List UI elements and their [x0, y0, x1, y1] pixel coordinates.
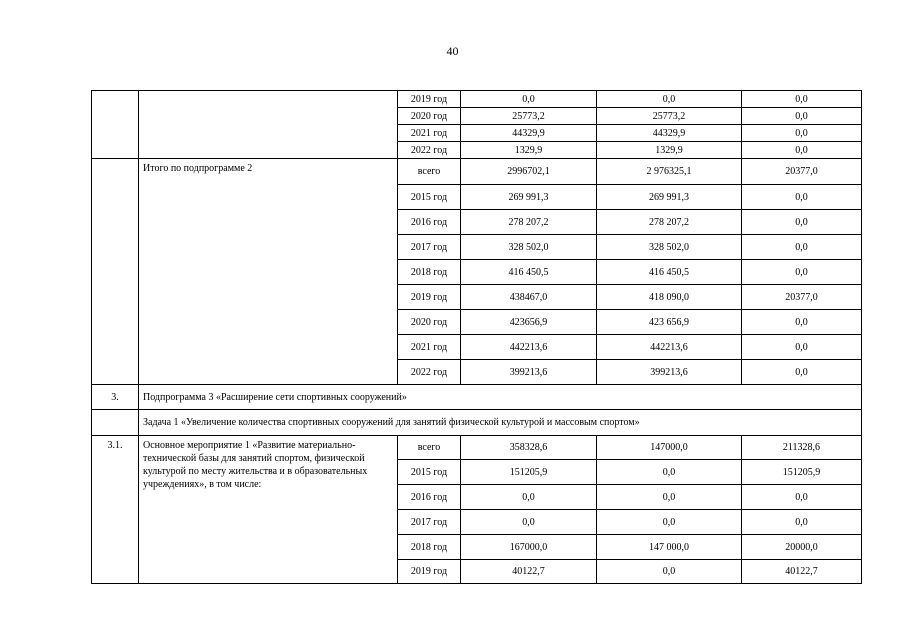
period-cell: всего — [398, 159, 461, 185]
value-total-cell: 25773,2 — [461, 108, 597, 125]
period-cell: 2019 год — [398, 560, 461, 584]
value-source1-cell: 442213,6 — [597, 335, 742, 360]
value-source1-cell: 0,0 — [597, 485, 742, 510]
value-source2-cell: 0,0 — [742, 485, 862, 510]
row-number-cell — [92, 159, 139, 385]
value-source1-cell: 25773,2 — [597, 108, 742, 125]
value-source2-cell: 0,0 — [742, 310, 862, 335]
value-total-cell: 399213,6 — [461, 360, 597, 385]
value-source2-cell: 0,0 — [742, 510, 862, 535]
table-row — [92, 385, 862, 410]
value-source2-cell: 0,0 — [742, 360, 862, 385]
value-total-cell: 438467,0 — [461, 285, 597, 310]
value-total-cell: 151205,9 — [461, 460, 597, 485]
value-source2-cell: 0,0 — [742, 235, 862, 260]
value-source1-cell: 147 000,0 — [597, 535, 742, 560]
period-cell: 2017 год — [398, 235, 461, 260]
period-cell: 2017 год — [398, 510, 461, 535]
table-row — [92, 159, 862, 185]
table-row — [92, 410, 862, 436]
period-cell: 2019 год — [398, 285, 461, 310]
value-total-cell: 416 450,5 — [461, 260, 597, 285]
budget-table — [91, 90, 862, 584]
subprogram-title-cell: Подпрограмма 3 «Расширение сети спортивных сооружений» — [139, 385, 862, 410]
value-total-cell: 0,0 — [461, 91, 597, 108]
subtotal-name-cell: Итого по подпрограмме 2 — [139, 159, 398, 385]
value-source2-cell: 20377,0 — [742, 285, 862, 310]
measure-name-cell: Основное мероприятие 1 «Развитие материально-технической базы для занятий спортом, физической культурой по месту жительства и в образовательных учреждениях», в том числе: — [139, 436, 398, 584]
value-total-cell: 442213,6 — [461, 335, 597, 360]
value-total-cell: 40122,7 — [461, 560, 597, 584]
period-cell: 2015 год — [398, 460, 461, 485]
value-total-cell: 1329,9 — [461, 142, 597, 159]
value-total-cell: 358328,6 — [461, 436, 597, 460]
value-source1-cell: 418 090,0 — [597, 285, 742, 310]
table-row — [92, 436, 862, 460]
value-total-cell: 44329,9 — [461, 125, 597, 142]
period-cell: 2018 год — [398, 260, 461, 285]
value-source2-cell: 40122,7 — [742, 560, 862, 584]
subprogram-number-cell: 3. — [92, 385, 139, 410]
period-cell: 2016 год — [398, 485, 461, 510]
value-source1-cell: 399213,6 — [597, 360, 742, 385]
value-source1-cell: 147000,0 — [597, 436, 742, 460]
period-cell: 2018 год — [398, 535, 461, 560]
page-number: 40 — [446, 44, 459, 58]
value-source1-cell: 0,0 — [597, 460, 742, 485]
value-source2-cell: 0,0 — [742, 210, 862, 235]
value-source2-cell: 0,0 — [742, 125, 862, 142]
period-cell: 2022 год — [398, 142, 461, 159]
value-total-cell: 2996702,1 — [461, 159, 597, 185]
period-cell: 2019 год — [398, 91, 461, 108]
value-source1-cell: 278 207,2 — [597, 210, 742, 235]
value-source2-cell: 151205,9 — [742, 460, 862, 485]
period-cell: 2020 год — [398, 310, 461, 335]
value-source1-cell: 423 656,9 — [597, 310, 742, 335]
task-title-cell: Задача 1 «Увеличение количества спортивных сооружений для занятий физической культурой и массовым спортом» — [139, 410, 862, 436]
period-cell: 2022 год — [398, 360, 461, 385]
value-source2-cell: 0,0 — [742, 335, 862, 360]
period-cell: 2016 год — [398, 210, 461, 235]
row-number-cell — [92, 91, 139, 159]
period-cell: 2015 год — [398, 185, 461, 210]
period-cell: 2021 год — [398, 335, 461, 360]
value-source2-cell: 0,0 — [742, 108, 862, 125]
value-total-cell: 278 207,2 — [461, 210, 597, 235]
value-source1-cell: 1329,9 — [597, 142, 742, 159]
period-cell: всего — [398, 436, 461, 460]
value-total-cell: 0,0 — [461, 510, 597, 535]
value-total-cell: 328 502,0 — [461, 235, 597, 260]
period-cell: 2020 год — [398, 108, 461, 125]
value-source2-cell: 20000,0 — [742, 535, 862, 560]
value-source1-cell: 0,0 — [597, 560, 742, 584]
value-total-cell: 423656,9 — [461, 310, 597, 335]
value-source1-cell: 269 991,3 — [597, 185, 742, 210]
row-name-cell — [139, 91, 398, 159]
period-cell: 2021 год — [398, 125, 461, 142]
value-source2-cell: 0,0 — [742, 142, 862, 159]
value-source1-cell: 416 450,5 — [597, 260, 742, 285]
value-total-cell: 167000,0 — [461, 535, 597, 560]
value-source2-cell: 20377,0 — [742, 159, 862, 185]
value-source2-cell: 0,0 — [742, 91, 862, 108]
value-source1-cell: 0,0 — [597, 510, 742, 535]
value-total-cell: 0,0 — [461, 485, 597, 510]
value-total-cell: 269 991,3 — [461, 185, 597, 210]
table-row — [92, 91, 862, 108]
value-source1-cell: 328 502,0 — [597, 235, 742, 260]
measure-number-cell: 3.1. — [92, 436, 139, 584]
value-source2-cell: 211328,6 — [742, 436, 862, 460]
value-source1-cell: 44329,9 — [597, 125, 742, 142]
value-source2-cell: 0,0 — [742, 260, 862, 285]
value-source1-cell: 2 976325,1 — [597, 159, 742, 185]
value-source1-cell: 0,0 — [597, 91, 742, 108]
value-source2-cell: 0,0 — [742, 185, 862, 210]
row-number-cell — [92, 410, 139, 436]
